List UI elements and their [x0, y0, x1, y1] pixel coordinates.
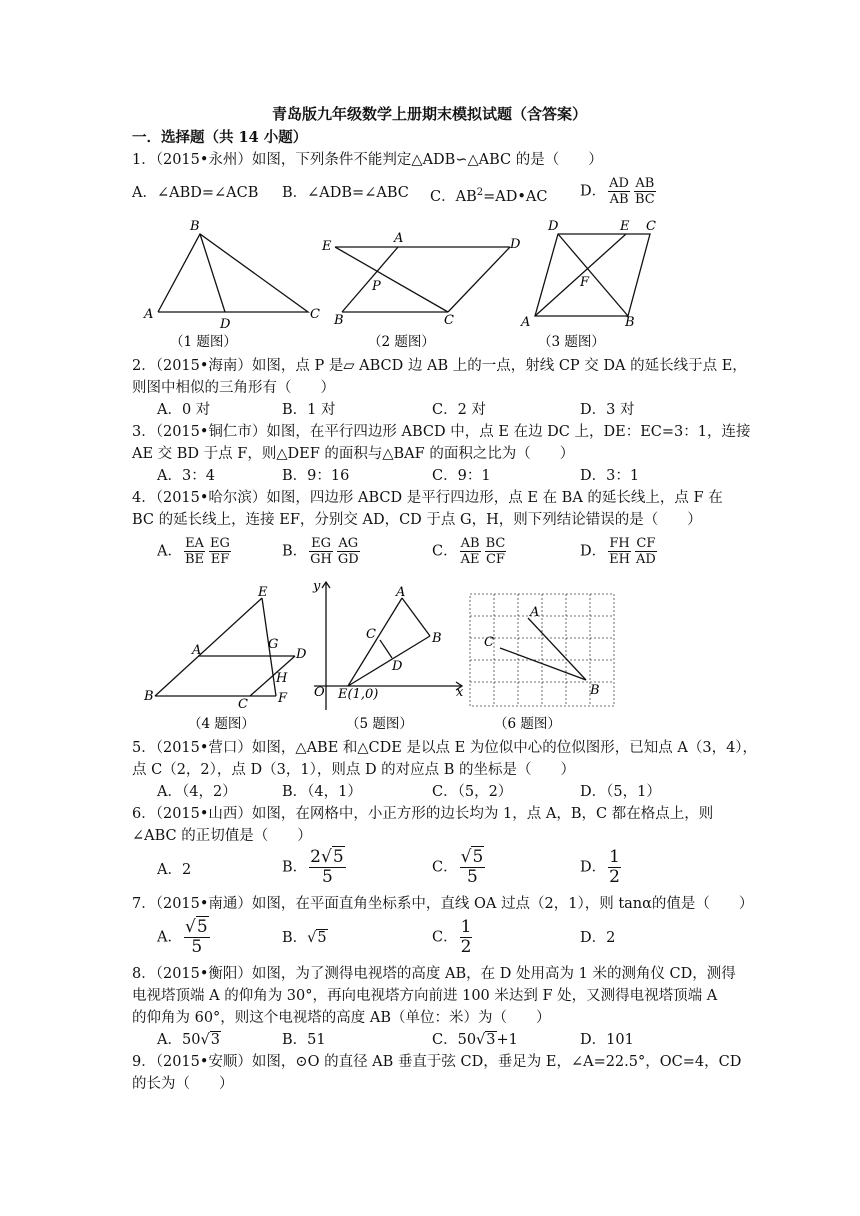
q5-option-a: A．（4，2） [157, 784, 237, 800]
q6-option-c: C． $\frac{√5}{5}$ [432, 847, 484, 887]
fig3-label-d: D [548, 219, 559, 234]
fig5-label-d: D [392, 659, 403, 674]
q1-option-b: B．∠ADB=∠ABC [282, 185, 409, 201]
q3-option-d: D．3：1 [580, 468, 640, 484]
q2-option-b: B．1 对 [282, 402, 336, 418]
q5-option-b: B．（4，1） [282, 784, 362, 800]
figures-row-2 [130, 578, 630, 738]
fig1-caption: （1 题图） [170, 334, 237, 350]
fig5-label-o: O [314, 685, 325, 700]
question-9-line-2: 的长为（ ） [132, 1076, 234, 1092]
fig4-label-g: G [268, 637, 279, 652]
q5-option-d: D．（5，1） [580, 784, 661, 800]
figure-2 [335, 247, 510, 312]
q3-option-a: A．3：4 [157, 468, 215, 484]
fig1-label-b: B [190, 219, 200, 234]
question-4-line-1: 4．（2015•哈尔滨）如图，四边形 ABCD 是平行四边形，点 E 在 BA 的延长线上，点 F 在 [132, 490, 723, 506]
fig5-label-y: y [313, 579, 321, 594]
q8-option-b: B．51 [282, 1032, 326, 1048]
q6-option-b: B． $\frac{2√5}{5}$ [282, 847, 344, 887]
fig4-caption: （4 题图） [188, 716, 255, 732]
fig2-label-p: P [372, 279, 381, 294]
fig1-label-c: C [310, 307, 320, 322]
q4-option-d: D． $\frac{FH}{EH}$ $\frac{CF}{AD}$ [580, 536, 656, 567]
figure-1 [158, 234, 308, 312]
q2-option-d: D．3 对 [580, 402, 635, 418]
fig5-label-a: A [396, 585, 406, 600]
fig4-label-b: B [144, 689, 154, 704]
question-2-line-2: 则图中相似的三角形有（ ） [132, 380, 335, 396]
q8-option-c: C．50√3+1 [432, 1032, 518, 1048]
fig3-caption: （3 题图） [538, 334, 605, 350]
question-5-line-2: 点 C（2，2），点 D（3，1），则点 D 的对应点 B 的坐标是（ ） [132, 762, 576, 778]
figure-6 [500, 618, 586, 680]
q2-option-a: A．0 对 [157, 402, 211, 418]
q4-option-c: C． $\frac{AB}{AE}$ $\frac{BC}{CF}$ [432, 536, 506, 567]
fig3-label-e: E [620, 219, 630, 234]
q8-option-a: A．50√3 [157, 1032, 220, 1048]
fig6-label-b: B [590, 683, 600, 698]
question-6-line-2: ∠ABC 的正切值是（ ） [132, 828, 312, 844]
fig4-label-d: D [296, 647, 307, 662]
figure-5 [314, 582, 462, 710]
q7-option-a: A． $\frac{√5}{5}$ [157, 917, 208, 957]
fig6-label-a: A [530, 605, 540, 620]
fig6-label-c: C [484, 635, 494, 650]
fig3-label-b: B [625, 315, 635, 330]
page-title: 青岛版九年级数学上册期末模拟试题（含答案） [272, 105, 588, 123]
q7-option-b: B．√5 [282, 930, 327, 946]
fig2-label-a: A [394, 231, 404, 246]
fig1-label-d: D [220, 317, 231, 332]
question-9-line-1: 9．（2015•安顺）如图，⊙O 的直径 AB 垂直于弦 CD，垂足为 E，∠A=22.5°，OC=4，CD [132, 1054, 742, 1070]
fig5-label-x: x [456, 685, 464, 700]
fig4-label-f: F [278, 691, 288, 706]
fig2-label-c: C [444, 313, 454, 328]
q1-option-a: A．∠ABD=∠ACB [132, 185, 259, 201]
question-3-line-1: 3．（2015•铜仁市）如图，在平行四边形 ABCD 中，点 E 在边 DC 上，DE：EC=3：1，连接 [132, 424, 751, 440]
fig5-caption: （5 题图） [346, 716, 413, 732]
figure-3 [535, 234, 650, 316]
q7-option-d: D．2 [580, 930, 616, 946]
q4-option-b: B． $\frac{EG}{GH}$ $\frac{AG}{GD}$ [282, 536, 359, 567]
question-4-line-2: BC 的延长线上，连接 EF，分别交 AD，CD 于点 G，H，则下列结论错误的是（ ） [132, 512, 702, 528]
fig2-label-b: B [334, 313, 344, 328]
fig5-label-c: C [366, 627, 376, 642]
fig3-label-a: A [521, 315, 531, 330]
q8-option-d: D．101 [580, 1032, 634, 1048]
fig2-caption: （2 题图） [368, 334, 435, 350]
fig5-label-b: B [432, 631, 442, 646]
q1-option-d: D． $\frac{AD}{AB}$ $\frac{AB}{BC}$ [580, 176, 655, 207]
q1-option-c: C．$AB^2=AD•AC$ [430, 187, 548, 205]
fig1-label-a: A [144, 307, 154, 322]
fig2-label-d: D [510, 237, 521, 252]
q5-option-c: C．（5，2） [432, 784, 513, 800]
q3-option-b: B．9：16 [282, 468, 350, 484]
question-6-line-1: 6．（2015•山西）如图，在网格中，小正方形的边长均为 1，点 A，B，C 都在格点上，则 [132, 806, 714, 822]
q2-option-c: C．2 对 [432, 402, 486, 418]
q3-option-c: C．9：1 [432, 468, 491, 484]
q7-option-c: C． $\frac{1}{2}$ [432, 917, 472, 957]
section-heading: 一．选择题（共 14 小题） [132, 129, 308, 146]
fig3-label-f: F [580, 275, 590, 290]
fig2-label-e: E [322, 239, 332, 254]
question-3-line-2: AE 交 BD 于点 F，则△DEF 的面积与△BAF 的面积之比为（ ） [132, 446, 575, 462]
fig5-label-e: E(1,0) [338, 687, 379, 702]
fig6-caption: （6 题图） [494, 716, 561, 732]
figures-row-1 [130, 212, 670, 352]
question-8-line-2: 电视塔顶端 A 的仰角为 30°，再向电视塔方向前进 100 米达到 F 处，又测得电视塔顶端 A [132, 988, 718, 1004]
question-8-line-3: 的仰角为 60°，则这个电视塔的高度 AB（单位：米）为（ ） [132, 1010, 551, 1026]
fig4-label-c: C [238, 697, 248, 712]
question-5-line-1: 5．（2015•营口）如图，△ABE 和△CDE 是以点 E 为位似中心的位似图形，已知点 A（3，4）， [132, 740, 758, 756]
q4-option-a: A． $\frac{EA}{BE}$ $\frac{EG}{EF}$ [157, 536, 230, 567]
fig4-label-a: A [192, 643, 202, 658]
question-2-line-1: 2．（2015•海南）如图，点 P 是▱ ABCD 边 AB 上的一点，射线 CP 交 DA 的延长线于点 E， [132, 358, 747, 374]
q6-option-a: A．2 [157, 862, 192, 878]
question-7-line-1: 7．（2015•南通）如图，在平面直角坐标系中，直线 OA 过点（2，1），则 tanα的值是（ ） [132, 896, 754, 912]
fig4-label-e: E [258, 585, 268, 600]
fig3-label-c: C [646, 219, 656, 234]
question-8-line-1: 8．（2015•衡阳）如图，为了测得电视塔的高度 AB，在 D 处用高为 1 米的测角仪 CD，测得 [132, 966, 736, 982]
question-1-stem: 1．（2015•永州）如图，下列条件不能判定△ADB∽△ABC 的是（ ） [132, 152, 603, 168]
q6-option-d: D． $\frac{1}{2}$ [580, 847, 620, 887]
fig4-label-h: H [276, 671, 288, 686]
